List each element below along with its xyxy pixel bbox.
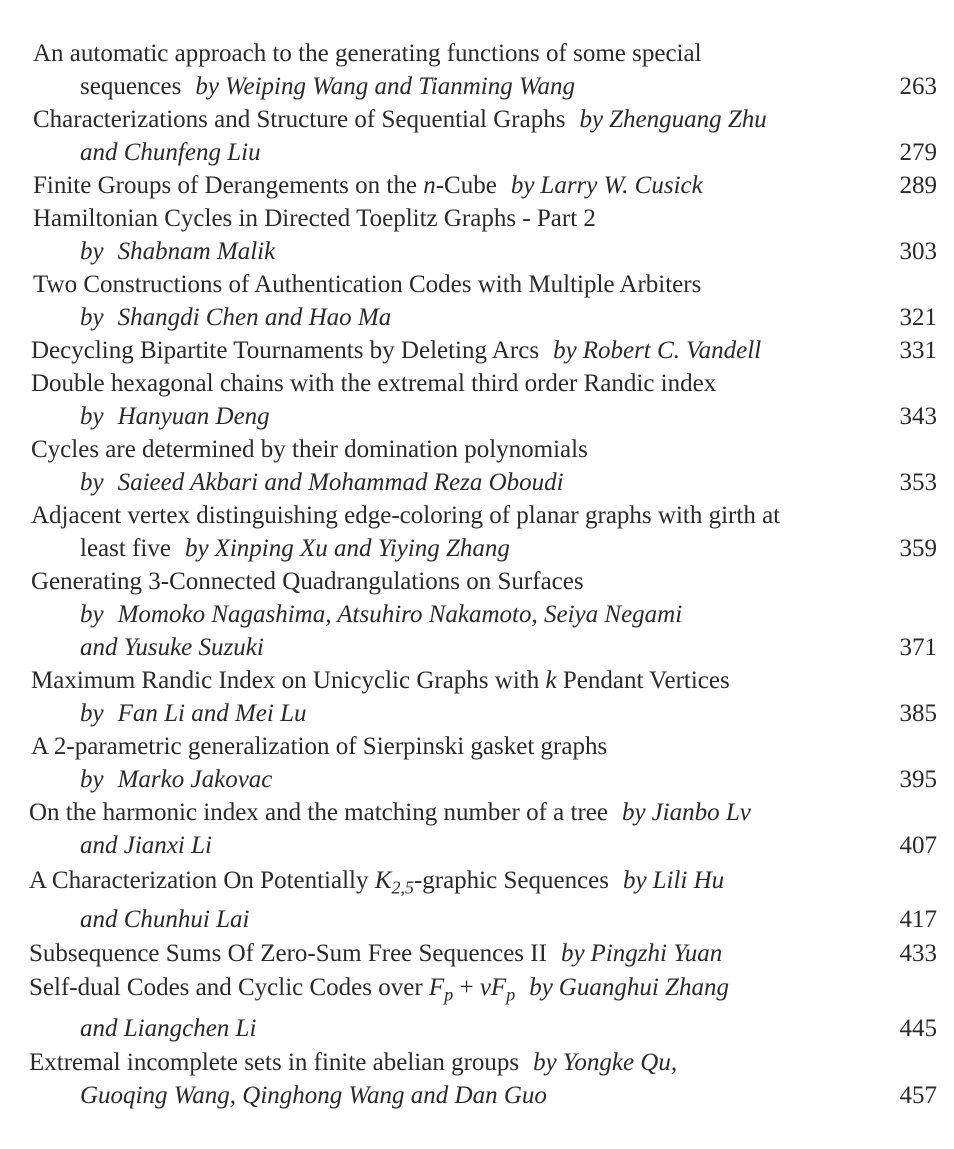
by-label: by [510, 172, 535, 199]
math-symbol: vF [479, 974, 507, 1001]
entry-1-title [33, 37, 702, 70]
entry-8-authors-line [80, 466, 564, 499]
title-text: -graphic Sequences [413, 867, 609, 894]
title-text: -Cube [435, 172, 497, 199]
by-label: by [80, 403, 104, 430]
math-symbol: F [428, 974, 445, 1001]
title-text: Pendant Vertices [556, 667, 730, 694]
title-text: A Characterization On Potentially [29, 867, 375, 894]
page-number: 417 [899, 906, 937, 933]
by-label: by [560, 940, 585, 967]
page-number: 359 [899, 535, 937, 562]
entry-8-title [31, 433, 588, 466]
title-text: Double hexagonal chains with the extremal third order Randic index [31, 370, 717, 397]
authors: Zhenguang Zhu [609, 106, 767, 133]
page-number: 371 [899, 634, 937, 661]
entry-9-authors-line [80, 532, 510, 565]
title-text: A 2-parametric generalization of Sierpinski gasket graphs [31, 733, 608, 760]
authors: Shangdi Chen and Hao Ma [117, 304, 392, 331]
title-text: Characterizations and Structure of Sequential Graphs [33, 106, 566, 133]
page-number: 433 [899, 940, 937, 967]
math-subscript: 2,5 [391, 877, 414, 898]
entry-7-title [31, 367, 716, 400]
authors: and Liangchen Li [80, 1015, 257, 1042]
authors: and Chunfeng Liu [80, 139, 261, 166]
title-text: Maximum Randic Index on Unicyclic Graphs with [31, 667, 546, 694]
page-number: 385 [899, 700, 937, 727]
entry-5-authors-line [80, 301, 391, 334]
entry-11-authors-line [80, 697, 307, 730]
authors: Lili Hu [652, 867, 725, 894]
entry-16-authors-line [80, 1012, 256, 1045]
entry-17-title [29, 1046, 677, 1079]
entry-10-authors-line-2 [80, 631, 264, 664]
authors: Pingzhi Yuan [590, 940, 723, 967]
entry-14-authors-line [80, 903, 249, 936]
title-text: Generating 3-Connected Quadrangulations on Surfaces [31, 568, 584, 595]
entry-3-title [33, 169, 703, 202]
page-number: 457 [899, 1082, 937, 1109]
entry-12-authors-line [80, 763, 272, 796]
by-label: by [621, 799, 646, 826]
entry-4-title [33, 202, 596, 235]
page-number: 331 [899, 337, 937, 364]
authors: Robert C. Vandell [582, 337, 762, 364]
math-operator: + [453, 974, 480, 1001]
authors: Fan Li and Mei Lu [117, 700, 307, 727]
entry-2-title [33, 103, 767, 136]
page-number: 289 [899, 172, 937, 199]
math-symbol: K [374, 867, 392, 894]
title-text: Self-dual Codes and Cyclic Codes over [29, 974, 429, 1001]
by-label: by [579, 106, 604, 133]
entry-13-authors-line [80, 829, 212, 862]
by-label: by [80, 700, 104, 727]
entry-7-authors-line [80, 400, 270, 433]
title-text: Finite Groups of Derangements on the [33, 172, 424, 199]
math-symbol: n [423, 172, 436, 199]
authors: Guanghui Zhang [558, 974, 729, 1001]
by-label: by [80, 766, 104, 793]
title-text: On the harmonic index and the matching number of a tree [29, 799, 608, 826]
page-number: 353 [899, 469, 937, 496]
authors: Jianbo Lv [651, 799, 751, 826]
authors: Shabnam Malik [117, 238, 276, 265]
authors: and Yusuke Suzuki [80, 634, 264, 661]
authors: Hanyuan Deng [117, 403, 270, 430]
math-symbol: k [545, 667, 557, 694]
entry-10-authors-line [80, 598, 682, 631]
by-label: by [80, 304, 104, 331]
authors: Marko Jakovac [117, 766, 273, 793]
page-number: 407 [899, 832, 937, 859]
authors: Saieed Akbari and Mohammad Reza Oboudi [117, 469, 564, 496]
by-label: by [553, 337, 577, 364]
authors: Momoko Nagashima, Atsuhiro Nakamoto, Seiya Negami [117, 601, 683, 628]
page-number: 303 [899, 238, 937, 265]
by-label: by [184, 535, 209, 562]
entry-17-authors-line [80, 1079, 547, 1112]
authors: Yongke Qu, [562, 1049, 678, 1076]
entry-11-title [31, 664, 730, 697]
page-number: 395 [899, 766, 937, 793]
entry-5-title [33, 268, 701, 301]
title-text: Decycling Bipartite Tournaments by Deleting Arcs [31, 337, 540, 364]
page-number: 263 [899, 73, 937, 100]
authors: Guoqing Wang, Qinghong Wang and Dan Guo [80, 1082, 547, 1109]
page-number: 321 [899, 304, 937, 331]
by-label: by [195, 73, 219, 100]
by-label: by [623, 867, 647, 894]
entry-13-title [29, 796, 751, 829]
page-number: 279 [899, 139, 937, 166]
by-label: by [533, 1049, 557, 1076]
entry-14-title [29, 864, 724, 897]
entry-4-authors-line [80, 235, 275, 268]
title-text: An automatic approach to the generating functions of some special [33, 40, 702, 67]
entry-1-authors-line [80, 70, 575, 103]
by-label: by [80, 601, 104, 628]
authors: Weiping Wang and Tianming Wang [224, 73, 576, 100]
title-text: Subsequence Sums Of Zero-Sum Free Sequences II [29, 940, 547, 967]
entry-6-title [31, 334, 761, 367]
entry-9-title [31, 499, 780, 532]
entry-12-title [31, 730, 607, 763]
entry-15-title [29, 937, 722, 970]
title-text: Cycles are determined by their domination polynomials [31, 436, 588, 463]
authors: Larry W. Cusick [540, 172, 703, 199]
title-text: sequences [80, 73, 182, 100]
entry-16-title [29, 971, 729, 1004]
title-text: Extremal incomplete sets in finite abelian groups [29, 1049, 520, 1076]
page-number: 343 [899, 403, 937, 430]
by-label: by [529, 974, 553, 1001]
title-text: least five [80, 535, 171, 562]
entry-2-authors-line [80, 136, 261, 169]
title-text: Hamiltonian Cycles in Directed Toeplitz Graphs - Part 2 [33, 205, 596, 232]
title-text: Two Constructions of Authentication Codes with Multiple Arbiters [33, 271, 702, 298]
authors: and Chunhui Lai [80, 906, 250, 933]
math-subscript: p [444, 984, 454, 1005]
title-text: Adjacent vertex distinguishing edge-coloring of planar graphs with girth at [31, 502, 781, 529]
page-number: 445 [899, 1015, 937, 1042]
entry-10-title [31, 565, 584, 598]
math-subscript: p [506, 984, 516, 1005]
authors: and Jianxi Li [80, 832, 212, 859]
by-label: by [80, 469, 104, 496]
by-label: by [80, 238, 104, 265]
authors: Xinping Xu and Yiying Zhang [214, 535, 510, 562]
